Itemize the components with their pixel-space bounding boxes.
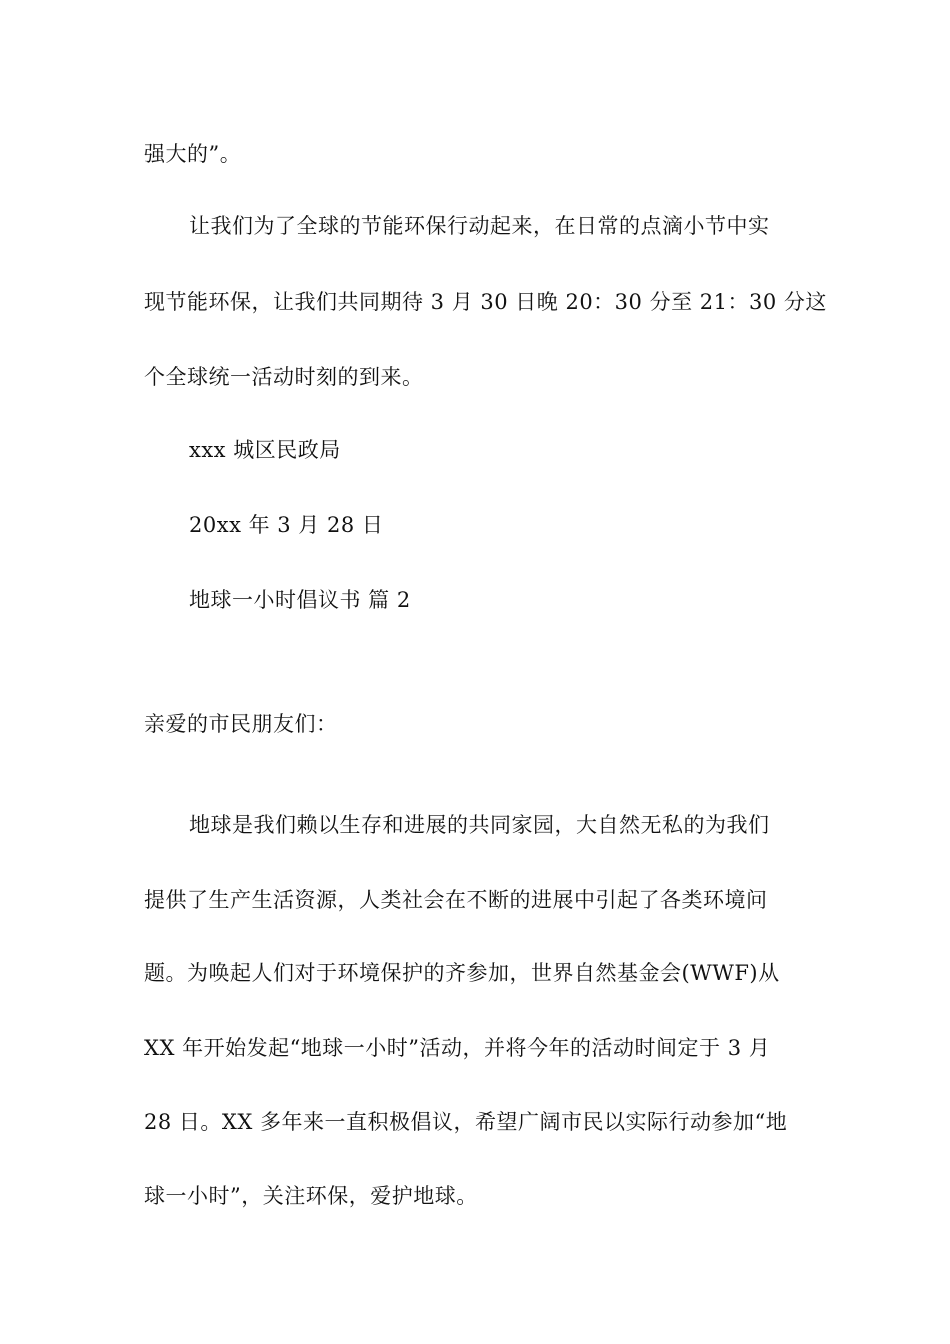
text-line-earth-hour-start: XX 年开始发起“地球一小时”活动，并将今年的活动时间定于 3 月 <box>144 1036 771 1060</box>
text-line-resources: 提供了生产生活资源，人类社会在不断的进展中引起了各类环境问 <box>144 888 768 912</box>
signature-organization: xxx 城区民政局 <box>189 438 341 462</box>
text-line-protect-earth: 球一小时”，关注环保，爱护地球。 <box>144 1184 478 1208</box>
text-line-advocacy: 28 日。XX 多年来一直积极倡议，希望广阔市民以实际行动参加“地 <box>144 1110 788 1134</box>
text-line-wwf: 题。为唤起人们对于环境保护的齐参加，世界自然基金会(WWF)从 <box>144 961 780 985</box>
signature-date: 20xx 年 3 月 28 日 <box>189 513 384 537</box>
text-line-call-to-action: 让我们为了全球的节能环保行动起来，在日常的点滴小节中实 <box>189 214 770 238</box>
section-heading: 地球一小时倡议书 篇 2 <box>189 588 411 612</box>
text-line-event-moment: 个全球统一活动时刻的到来。 <box>144 365 424 389</box>
text-line-closing-quote: 强大的”。 <box>144 142 242 166</box>
text-line-earth-home: 地球是我们赖以生存和进展的共同家园，大自然无私的为我们 <box>189 813 770 837</box>
text-line-event-time: 现节能环保，让我们共同期待 3 月 30 日晚 20：30 分至 21：30 分这 <box>144 290 827 314</box>
salutation: 亲爱的市民朋友们： <box>144 712 338 736</box>
